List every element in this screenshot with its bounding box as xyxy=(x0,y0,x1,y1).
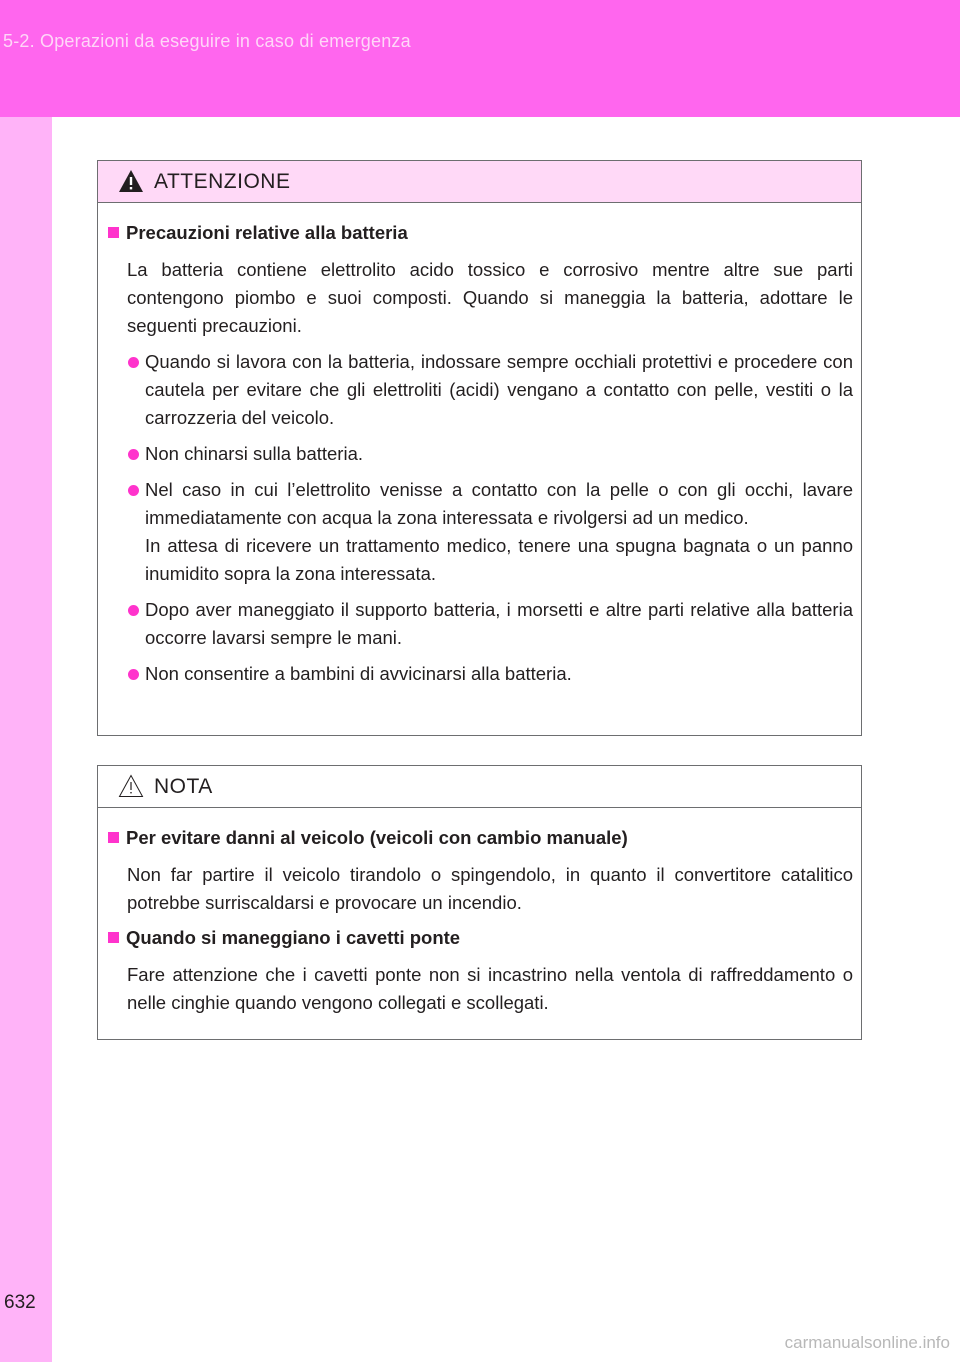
square-bullet-icon xyxy=(108,227,119,238)
attention-box xyxy=(97,160,862,736)
caution-outline-triangle-icon xyxy=(118,774,144,798)
section-paragraph: Non far partire il veicolo tirandolo o spingendolo, in quanto il convertitore catalitico potrebbe surriscaldarsi e provocare un incendio. xyxy=(127,864,853,913)
note-label: NOTA xyxy=(154,775,213,798)
list-item xyxy=(128,660,853,688)
list-item-text: Dopo aver maneggiato il supporto batteria, i morsetti e altre parti relative alla batteria occorre lavarsi sempre le mani. xyxy=(145,599,853,648)
section-heading xyxy=(108,825,853,851)
list-item xyxy=(128,476,853,588)
section-paragraph: Fare attenzione che i cavetti ponte non si incastrino nella ventola di raffreddamento o nelle cinghie quando vengono collegati e scollegati. xyxy=(127,964,853,1013)
section-title: 5-2. Operazioni da eseguire in caso di emergenza xyxy=(3,31,411,51)
section-heading-text: Quando si maneggiano i cavetti ponte xyxy=(126,927,461,948)
list-item-text: Nel caso in cui l’elettrolito venisse a contatto con la pelle o con gli occhi, lavare immediatamente con acqua la zona interessata e rivolgersi ad un medico. xyxy=(145,479,853,528)
page-number: 632 xyxy=(4,1292,36,1313)
round-bullet-icon xyxy=(128,357,139,368)
list-item-text: In attesa di ricevere un trattamento medico, tenere una spugna bagnata o un panno inumidito sopra la zona interessata. xyxy=(145,535,853,584)
watermark: carmanualsonline.info xyxy=(784,1333,950,1352)
header-band xyxy=(0,0,960,117)
section-heading xyxy=(108,925,853,951)
attention-box-header xyxy=(98,161,861,203)
round-bullet-icon xyxy=(128,449,139,460)
round-bullet-icon xyxy=(128,605,139,616)
attention-box-body xyxy=(98,203,861,710)
section-heading xyxy=(108,220,853,246)
list-item xyxy=(128,440,853,468)
warning-triangle-icon xyxy=(118,169,144,193)
attention-label: ATTENZIONE xyxy=(154,170,291,193)
round-bullet-icon xyxy=(128,669,139,680)
section-heading-text: Precauzioni relative alla batteria xyxy=(126,222,408,243)
list-item xyxy=(128,348,853,432)
list-item xyxy=(128,596,853,652)
side-strip xyxy=(0,117,52,1362)
note-box-body xyxy=(98,808,861,1039)
note-box xyxy=(97,765,862,1040)
square-bullet-icon xyxy=(108,932,119,943)
list-item-text: Quando si lavora con la batteria, indossare sempre occhiali protettivi e procedere con cautela per evitare che gli elettroliti (acidi) vengano a contatto con pelle, vestiti o la carrozzeria del veicolo. xyxy=(145,351,853,428)
intro-paragraph: La batteria contiene elettrolito acido tossico e corrosivo mentre altre sue parti contengono piombo e suoi composti. Quando si maneggia la batteria, adottare le seguenti precauzioni. xyxy=(127,259,853,336)
note-box-header xyxy=(98,766,861,808)
round-bullet-icon xyxy=(128,485,139,496)
section-heading-text: Per evitare danni al veicolo (veicoli con cambio manuale) xyxy=(126,827,628,848)
square-bullet-icon xyxy=(108,832,119,843)
list-item-text: Non chinarsi sulla batteria. xyxy=(145,443,363,464)
list-item-text: Non consentire a bambini di avvicinarsi alla batteria. xyxy=(145,663,572,684)
